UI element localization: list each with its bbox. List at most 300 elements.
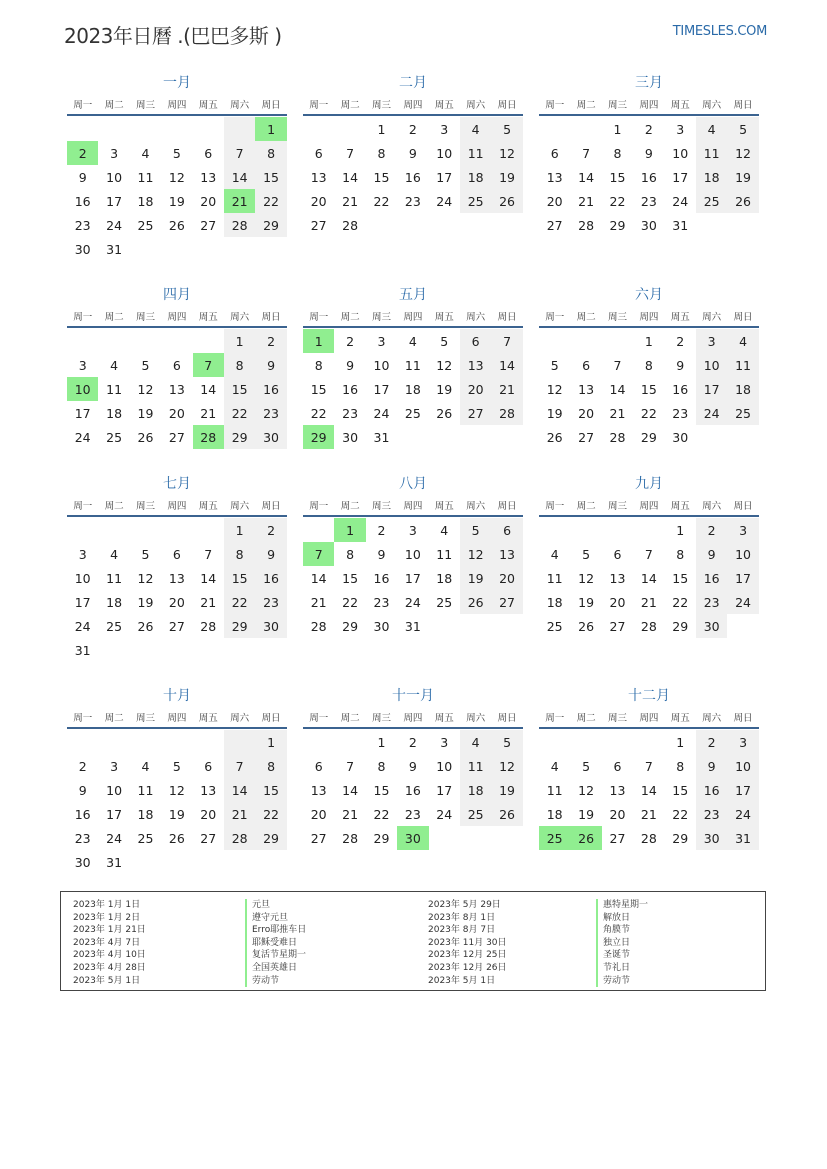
weekday-header: [539, 306, 759, 326]
day-cell: 21: [640, 806, 657, 822]
day-cell: 6: [550, 145, 559, 161]
weekday-label: 周二: [340, 312, 360, 323]
day-cell: 21: [224, 802, 255, 826]
empty-cell: [193, 730, 224, 754]
month-name: 九月: [635, 476, 663, 492]
weekday-label: 周日: [497, 713, 517, 724]
day-cell: 8: [314, 357, 323, 373]
holiday-name: 复活节星期一: [245, 949, 306, 962]
weekday-label: 周二: [576, 501, 596, 512]
day-cell: 25: [137, 217, 154, 233]
empty-cell: [633, 518, 664, 542]
empty-cell: [224, 638, 255, 662]
day-cell: 7: [346, 758, 355, 774]
day-cell: 9: [377, 546, 386, 562]
weekday-label: 周日: [497, 312, 517, 323]
day-cell: 18: [546, 594, 563, 610]
weekday-label: 周六: [466, 713, 486, 724]
header-rule: [539, 727, 759, 729]
day-cell: 22: [672, 806, 689, 822]
day-cell: 24: [106, 830, 123, 846]
holiday-date: 2023年 4月 10日: [73, 950, 146, 961]
site-link[interactable]: TIMESLES.COM: [672, 24, 767, 39]
empty-cell: [161, 117, 192, 141]
empty-cell: [727, 425, 758, 449]
empty-cell: [539, 730, 570, 754]
holiday-name: 全国英雄日: [245, 962, 306, 975]
empty-cell: [491, 213, 522, 237]
empty-cell: [460, 425, 491, 449]
day-cell: 13: [546, 169, 563, 185]
day-cell: 29: [672, 830, 689, 846]
day-cell: 23: [342, 405, 359, 421]
weekday-label: 周三: [135, 501, 155, 512]
day-cell: 29: [303, 425, 334, 449]
empty-cell: [696, 425, 727, 449]
day-cell: 3: [110, 145, 119, 161]
day-cell: 4: [550, 758, 559, 774]
day-cell: 12: [546, 381, 563, 397]
day-cell: 10: [727, 542, 758, 566]
day-cell: 14: [200, 570, 217, 586]
day-cell: 17: [672, 169, 689, 185]
day-cell: 12: [137, 381, 154, 397]
empty-cell: [460, 826, 491, 850]
day-cell: 12: [460, 542, 491, 566]
day-cell: 26: [137, 429, 154, 445]
day-cell: 25: [546, 618, 563, 634]
empty-cell: [570, 518, 601, 542]
day-cell: 14: [224, 165, 255, 189]
day-cell: 11: [546, 782, 563, 798]
day-cell: 12: [168, 782, 185, 798]
day-cell: 8: [224, 542, 255, 566]
day-cell: 7: [303, 542, 334, 566]
day-cell: 26: [727, 189, 758, 213]
day-cell: 19: [578, 806, 595, 822]
day-cell: 12: [137, 570, 154, 586]
weekday-label: 周一: [309, 312, 329, 323]
day-cell: 18: [546, 806, 563, 822]
empty-cell: [130, 117, 161, 141]
day-cell: 24: [436, 806, 453, 822]
weekday-label: 周五: [670, 312, 690, 323]
day-cell: 30: [672, 429, 689, 445]
day-cell: 3: [696, 329, 727, 353]
day-cell: 30: [640, 217, 657, 233]
empty-cell: [460, 213, 491, 237]
day-cell: 5: [172, 758, 181, 774]
day-cell: 11: [404, 357, 421, 373]
day-cell: 11: [137, 782, 154, 798]
day-cell: 28: [640, 830, 657, 846]
day-cell: 1: [255, 117, 286, 141]
day-cell: 10: [727, 754, 758, 778]
weekday-label: 周四: [167, 100, 187, 111]
holiday-date: 2023年 4月 7日: [73, 937, 141, 948]
day-cell: 31: [404, 618, 421, 634]
day-cell: 9: [408, 758, 417, 774]
day-cell: 19: [436, 381, 453, 397]
weekday-label: 周一: [309, 501, 329, 512]
day-cell: 4: [440, 522, 449, 538]
day-cell: 5: [491, 730, 522, 754]
weekday-label: 周一: [545, 713, 565, 724]
day-cell: 15: [373, 782, 390, 798]
day-cell: 10: [373, 357, 390, 373]
holiday-name: Erro耶推车日: [245, 924, 306, 937]
weekday-label: 周日: [261, 501, 281, 512]
weekday-header: [303, 707, 523, 727]
day-cell: 18: [436, 570, 453, 586]
weekday-label: 周日: [261, 100, 281, 111]
weekday-label: 周六: [466, 312, 486, 323]
day-cell: 9: [408, 145, 417, 161]
day-cell: 21: [491, 377, 522, 401]
empty-cell: [130, 518, 161, 542]
weekday-label: 周五: [670, 501, 690, 512]
day-cell: 15: [224, 566, 255, 590]
day-cell: 26: [168, 217, 185, 233]
empty-cell: [491, 826, 522, 850]
empty-cell: [161, 730, 192, 754]
weekday-label: 周四: [639, 501, 659, 512]
weekday-label: 周六: [230, 501, 250, 512]
day-cell: 26: [491, 189, 522, 213]
day-grid: [539, 518, 759, 638]
day-cell: 26: [137, 618, 154, 634]
empty-cell: [193, 518, 224, 542]
empty-cell: [429, 614, 460, 638]
empty-cell: [366, 213, 397, 237]
day-cell: 8: [255, 141, 286, 165]
day-cell: 27: [200, 830, 217, 846]
weekday-label: 周日: [497, 501, 517, 512]
day-cell: 7: [193, 353, 224, 377]
month-block: [539, 74, 759, 237]
day-cell: 24: [727, 590, 758, 614]
day-cell: 1: [224, 329, 255, 353]
weekday-header: [539, 707, 759, 727]
empty-cell: [161, 518, 192, 542]
day-cell: 10: [436, 145, 453, 161]
empty-cell: [633, 730, 664, 754]
day-cell: 23: [255, 590, 286, 614]
day-cell: 4: [460, 117, 491, 141]
holiday-date: 2023年 1月 1日: [73, 900, 141, 910]
day-cell: 24: [436, 193, 453, 209]
day-cell: 2: [255, 329, 286, 353]
day-cell: 7: [204, 546, 213, 562]
day-cell: 8: [377, 758, 386, 774]
day-cell: 8: [255, 754, 286, 778]
day-cell: 11: [727, 353, 758, 377]
day-cell: 15: [672, 570, 689, 586]
day-grid: [67, 117, 287, 261]
day-cell: 8: [676, 546, 685, 562]
day-cell: 17: [727, 778, 758, 802]
day-cell: 21: [578, 193, 595, 209]
empty-cell: [161, 237, 192, 261]
header-rule: [303, 727, 523, 729]
day-cell: 4: [408, 333, 417, 349]
day-cell: 4: [550, 546, 559, 562]
day-cell: 9: [255, 353, 286, 377]
day-cell: 16: [672, 381, 689, 397]
day-cell: 5: [172, 145, 181, 161]
empty-cell: [397, 213, 428, 237]
day-cell: 26: [546, 429, 563, 445]
empty-cell: [130, 730, 161, 754]
day-cell: 17: [74, 405, 91, 421]
day-cell: 26: [168, 830, 185, 846]
day-cell: 13: [200, 169, 217, 185]
empty-cell: [130, 237, 161, 261]
day-cell: 7: [224, 754, 255, 778]
holiday-date: 2023年 5月 29日: [428, 900, 501, 910]
empty-cell: [602, 730, 633, 754]
weekday-label: 周三: [135, 312, 155, 323]
day-cell: 28: [491, 401, 522, 425]
day-cell: 15: [373, 169, 390, 185]
month-name: 四月: [163, 287, 191, 303]
weekday-label: 周五: [670, 713, 690, 724]
day-cell: 23: [255, 401, 286, 425]
day-cell: 3: [440, 121, 449, 137]
day-cell: 31: [106, 241, 123, 257]
day-cell: 12: [578, 782, 595, 798]
day-cell: 29: [373, 830, 390, 846]
day-cell: 20: [460, 377, 491, 401]
month-block: [67, 74, 287, 261]
weekday-label: 周六: [702, 501, 722, 512]
month-name: 五月: [399, 287, 427, 303]
day-cell: 30: [397, 826, 428, 850]
day-cell: 28: [193, 425, 224, 449]
day-cell: 14: [640, 570, 657, 586]
day-cell: 30: [342, 429, 359, 445]
weekday-header: [67, 306, 287, 326]
weekday-header: [303, 94, 523, 114]
day-cell: 28: [342, 217, 359, 233]
empty-cell: [539, 117, 570, 141]
weekday-label: 周二: [104, 100, 124, 111]
day-cell: 20: [200, 193, 217, 209]
day-cell: 27: [168, 618, 185, 634]
empty-cell: [67, 730, 98, 754]
day-cell: 31: [106, 854, 123, 870]
day-cell: 4: [141, 145, 150, 161]
empty-cell: [193, 329, 224, 353]
day-cell: 15: [342, 570, 359, 586]
weekday-label: 周二: [104, 312, 124, 323]
day-cell: 2: [644, 121, 653, 137]
month-name: 十一月: [392, 688, 434, 704]
day-cell: 14: [609, 381, 626, 397]
day-cell: 23: [74, 217, 91, 233]
day-cell: 4: [696, 117, 727, 141]
weekday-label: 周五: [434, 312, 454, 323]
day-cell: 23: [74, 830, 91, 846]
weekday-label: 周四: [167, 713, 187, 724]
weekday-label: 周一: [73, 100, 93, 111]
day-cell: 2: [255, 518, 286, 542]
empty-cell: [98, 329, 129, 353]
day-cell: 16: [696, 778, 727, 802]
month-block: [303, 286, 523, 449]
day-cell: 7: [582, 145, 591, 161]
day-cell: 1: [334, 518, 365, 542]
day-cell: 13: [609, 570, 626, 586]
day-cell: 14: [578, 169, 595, 185]
day-cell: 25: [106, 429, 123, 445]
holiday-date: 2023年 12月 26日: [428, 962, 507, 973]
day-cell: 16: [255, 377, 286, 401]
day-cell: 7: [644, 546, 653, 562]
day-cell: 19: [727, 165, 758, 189]
day-cell: 18: [106, 405, 123, 421]
month-name: 一月: [163, 75, 191, 91]
empty-cell: [602, 518, 633, 542]
day-cell: 22: [373, 806, 390, 822]
day-cell: 6: [460, 329, 491, 353]
month-block: [539, 286, 759, 449]
day-cell: 25: [460, 802, 491, 826]
day-cell: 24: [74, 618, 91, 634]
day-cell: 3: [727, 518, 758, 542]
weekday-label: 周六: [702, 713, 722, 724]
day-grid: [303, 329, 523, 449]
day-cell: 28: [224, 213, 255, 237]
day-cell: 20: [310, 193, 327, 209]
day-cell: 9: [255, 542, 286, 566]
month-block: [303, 74, 523, 237]
day-cell: 20: [168, 405, 185, 421]
day-cell: 16: [342, 381, 359, 397]
weekday-label: 周二: [576, 100, 596, 111]
day-cell: 21: [224, 189, 255, 213]
day-cell: 2: [67, 141, 98, 165]
empty-cell: [696, 213, 727, 237]
day-cell: 18: [460, 165, 491, 189]
day-cell: 15: [224, 377, 255, 401]
empty-cell: [491, 614, 522, 638]
empty-cell: [193, 850, 224, 874]
day-cell: 6: [582, 357, 591, 373]
weekday-label: 周一: [309, 100, 329, 111]
day-grid: [67, 329, 287, 449]
empty-cell: [303, 117, 334, 141]
day-grid: [539, 117, 759, 237]
weekday-label: 周三: [371, 312, 391, 323]
day-cell: 21: [200, 594, 217, 610]
empty-cell: [397, 425, 428, 449]
header-rule: [67, 515, 287, 517]
day-cell: 22: [342, 594, 359, 610]
empty-cell: [224, 237, 255, 261]
empty-cell: [130, 638, 161, 662]
day-cell: 20: [200, 806, 217, 822]
day-cell: 29: [224, 614, 255, 638]
day-cell: 27: [609, 618, 626, 634]
header-rule: [303, 515, 523, 517]
day-cell: 1: [255, 730, 286, 754]
day-cell: 9: [676, 357, 685, 373]
weekday-label: 周三: [607, 713, 627, 724]
day-cell: 13: [578, 381, 595, 397]
day-cell: 28: [224, 826, 255, 850]
day-cell: 24: [672, 193, 689, 209]
holiday-name: 惠特星期一: [596, 899, 648, 912]
day-cell: 27: [546, 217, 563, 233]
day-cell: 14: [224, 778, 255, 802]
day-cell: 11: [460, 754, 491, 778]
holiday-name: 耶稣受难日: [245, 937, 306, 950]
day-cell: 30: [373, 618, 390, 634]
holiday-date: 2023年 5月 1日: [428, 975, 496, 986]
day-cell: 20: [609, 594, 626, 610]
month-block: [539, 687, 759, 850]
day-cell: 1: [644, 333, 653, 349]
day-cell: 30: [255, 614, 286, 638]
day-cell: 28: [578, 217, 595, 233]
day-cell: 3: [408, 522, 417, 538]
day-cell: 25: [460, 189, 491, 213]
day-cell: 13: [168, 381, 185, 397]
empty-cell: [224, 117, 255, 141]
empty-cell: [255, 850, 286, 874]
holiday-date: 2023年 5月 1日: [73, 975, 141, 986]
day-cell: 23: [404, 193, 421, 209]
holiday-date: 2023年 1月 2日: [73, 912, 141, 923]
day-cell: 23: [404, 806, 421, 822]
day-cell: 5: [550, 357, 559, 373]
empty-cell: [67, 329, 98, 353]
day-cell: 16: [404, 169, 421, 185]
legend-names-left: [245, 899, 306, 987]
day-cell: 13: [460, 353, 491, 377]
day-cell: 24: [727, 802, 758, 826]
header-rule: [67, 727, 287, 729]
day-cell: 19: [168, 806, 185, 822]
day-cell: 23: [373, 594, 390, 610]
day-cell: 3: [440, 734, 449, 750]
weekday-label: 周一: [545, 501, 565, 512]
empty-cell: [334, 730, 365, 754]
day-cell: 17: [436, 169, 453, 185]
day-cell: 4: [141, 758, 150, 774]
day-cell: 6: [172, 357, 181, 373]
day-cell: 10: [672, 145, 689, 161]
empty-cell: [224, 730, 255, 754]
empty-cell: [303, 730, 334, 754]
weekday-label: 周五: [434, 100, 454, 111]
day-cell: 24: [373, 405, 390, 421]
weekday-label: 周六: [466, 501, 486, 512]
weekday-header: [303, 306, 523, 326]
day-cell: 27: [609, 830, 626, 846]
day-cell: 25: [106, 618, 123, 634]
day-cell: 16: [373, 570, 390, 586]
day-cell: 20: [546, 193, 563, 209]
weekday-label: 周日: [733, 713, 753, 724]
day-cell: 2: [696, 518, 727, 542]
weekday-label: 周四: [639, 312, 659, 323]
empty-cell: [98, 730, 129, 754]
empty-cell: [255, 237, 286, 261]
day-cell: 6: [314, 145, 323, 161]
day-cell: 9: [78, 169, 87, 185]
